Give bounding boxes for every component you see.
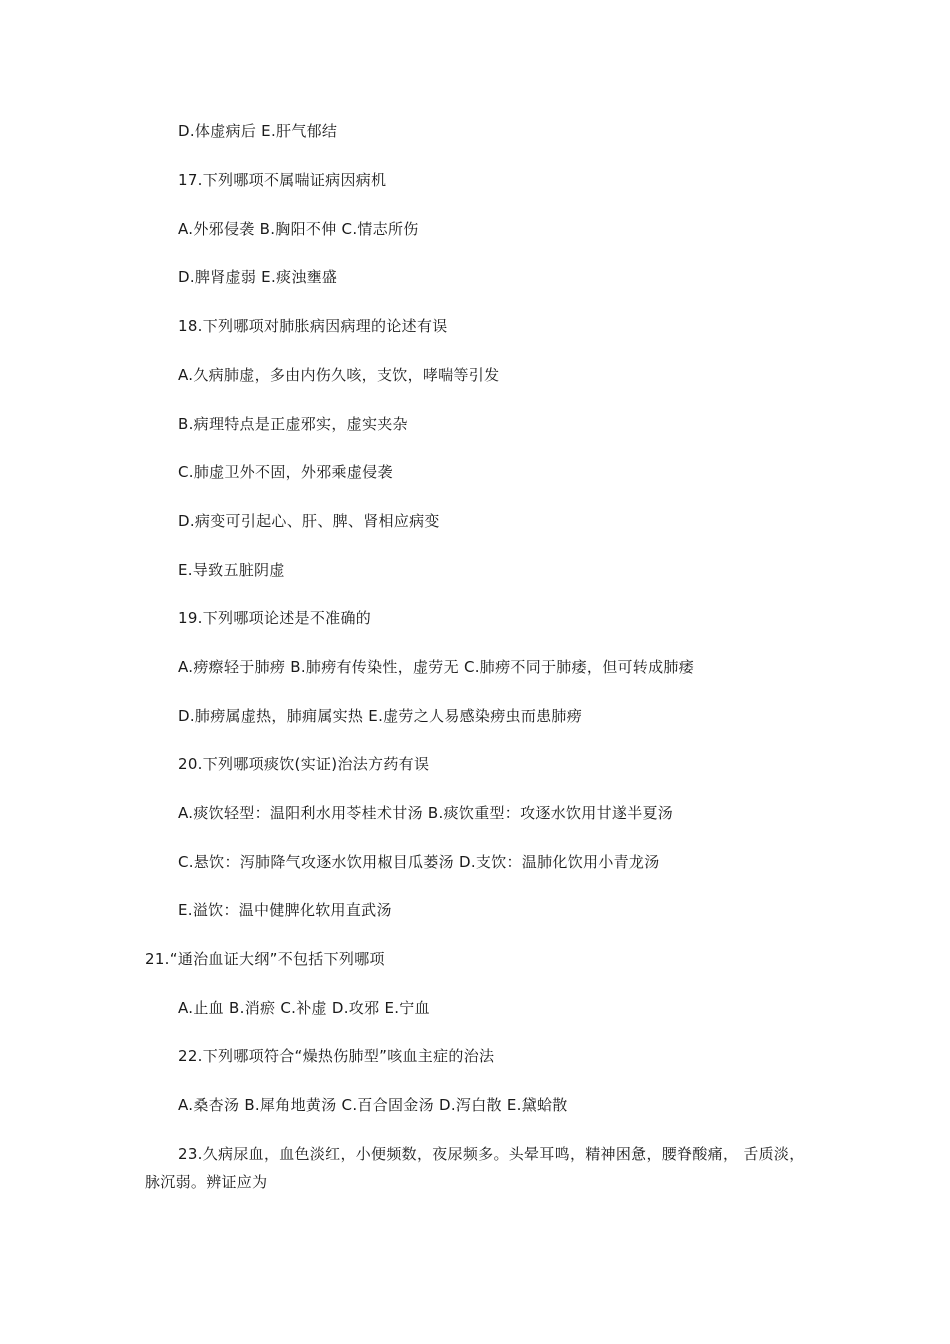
option-18-d: D.病变可引起心、肝、脾、肾相应病变	[178, 512, 440, 530]
options-21: A.止血 B.消瘀 C.补虚 D.攻邪 E.宁血	[178, 999, 430, 1017]
options-17-abc: A.外邪侵袭 B.胸阳不伸 C.情志所伤	[178, 220, 419, 238]
question-21: 21.“通治血证大纲”不包括下列哪项	[145, 950, 385, 968]
option-18-b: B.病理特点是正虚邪实，虚实夹杂	[178, 415, 408, 433]
question-22: 22.下列哪项符合“燥热伤肺型”咳血主症的治法	[178, 1047, 495, 1065]
options-20-cd: C.悬饮：泻肺降气攻逐水饮用椒目瓜蒌汤 D.支饮：温肺化饮用小青龙汤	[178, 853, 660, 871]
question-23: 23.久病尿血，血色淡红，小便频数，夜尿频多。头晕耳鸣，精神困惫，腰脊酸痛， 舌质淡，脉沉弱。辨证应为	[145, 1145, 805, 1191]
question-17: 17.下列哪项不属喘证病因病机	[178, 171, 387, 189]
option-18-c: C.肺虚卫外不固，外邪乘虚侵袭	[178, 463, 393, 481]
option-20-e: E.溢饮：温中健脾化软用直武汤	[178, 901, 392, 919]
options-20-ab: A.痰饮轻型：温阳利水用苓桂术甘汤 B.痰饮重型：攻逐水饮用甘遂半夏汤	[178, 804, 674, 822]
options-17-de: D.脾肾虚弱 E.痰浊壅盛	[178, 268, 338, 286]
option-18-a: A.久病肺虚，多由内伤久咳，支饮，哮喘等引发	[178, 366, 500, 384]
options-19-de: D.肺痨属虚热，肺痈属实热 E.虚劳之人易感染痨虫而患肺痨	[178, 707, 583, 725]
option-18-e: E.导致五脏阴虚	[178, 561, 285, 579]
options-19-abc: A.痨瘵轻于肺痨 B.肺痨有传染性，虚劳无 C.肺痨不同于肺痿，但可转成肺痿	[178, 658, 695, 676]
question-19: 19.下列哪项论述是不准确的	[178, 609, 372, 627]
question-18: 18.下列哪项对肺胀病因病理的论述有误	[178, 317, 448, 335]
question-20: 20.下列哪项痰饮(实证)治法方药有误	[178, 755, 430, 773]
text-line-options-16-de: D.体虚病后 E.肝气郁结	[178, 122, 338, 140]
options-22: A.桑杏汤 B.犀角地黄汤 C.百合固金汤 D.泻白散 E.黛蛤散	[178, 1096, 568, 1114]
